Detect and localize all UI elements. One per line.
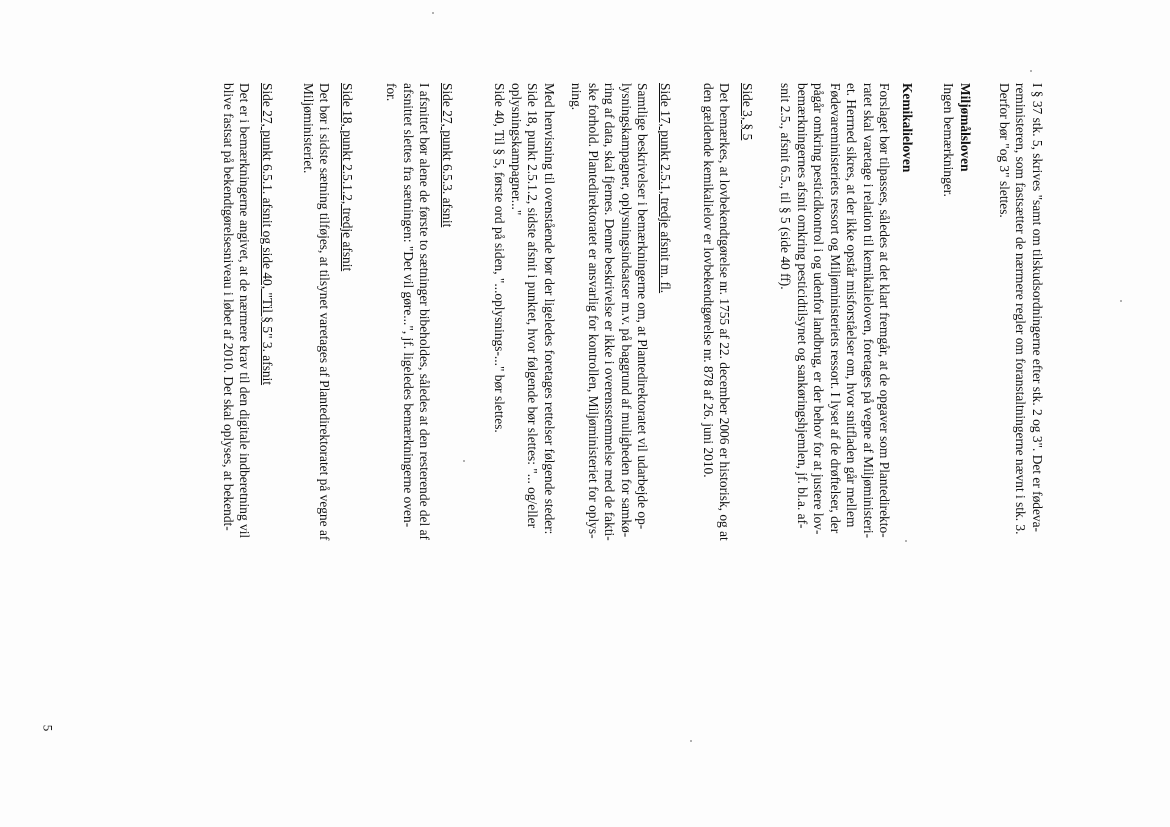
- text-line: den gældende kemikalielov er lovbekendtgørelse nr. 878 af 26. juni 2010.: [701, 83, 716, 478]
- section-side-27: [383, 83, 455, 743]
- text-line: Side 18, punkt 2.5.1.2, sidste afsnit i punktet, hvor følgende bør slettes: "... og/eller: [525, 83, 541, 529]
- scan-speck: [905, 540, 907, 542]
- section-heading: Side 27, punkt 6.5.1. afsnit og side 40, "Til § 5" 3. afsnit: [260, 83, 275, 386]
- text-line: ske forhold. Plantedirektoratet er ansvarlig for kontrollen, Miljøministeriet for oplys-: [586, 83, 601, 539]
- scan-speck: [690, 740, 692, 742]
- text-line: oplysningskampagner...": [509, 83, 524, 216]
- text-line: pågår omkring pesticidkontrol i og udenfor landbrug, er der behov for at justere lov-: [811, 83, 827, 535]
- text-line: snit 2.5., afsnit 6.5., til § 5 (side 40 ff).: [778, 83, 794, 290]
- text-line: Forslaget bør tilpasses, således at det klart fremgår, at de opgaver som Plantedirekto-: [877, 83, 893, 538]
- text-line: Derfor bør "og 3" slettes.: [997, 83, 1012, 218]
- section-side-18: [300, 83, 356, 743]
- scan-speck: [432, 12, 434, 14]
- document-body: [85, 83, 1085, 743]
- text-line: Fødevareministeriets ressort og Miljøministeriets ressort. I lyset af de drøftelser, der: [828, 83, 843, 534]
- text-line: afsnittet slettes fra sætningen: "Det vil gøre...", jf. ligeledes bemærkningerne oven-: [401, 83, 416, 528]
- text-line: blive fastsat på bekendtgørelsesniveau i løbet af 2010. Det skal oplyses, at bekendt-: [221, 83, 236, 531]
- text-line: I § 37 stk. 5, skrives "samt om tilskudsordningerne efter stk. 2 og 3". Det er fødeva-: [1030, 83, 1045, 533]
- section-heading: Side 3, § 5: [740, 83, 755, 141]
- section-side-17: [568, 83, 673, 743]
- section-heading: Side 18, punkt 2.5.1.2, tredje afsnit: [340, 83, 355, 272]
- text-line: reministeren, som fastsætter de nærmere regler om foranstaltningerne nævnt i stk. 3.: [1013, 83, 1029, 535]
- section-heading: Miljømålsloven: [958, 83, 973, 172]
- text-line: Det er i bemærkningerne angivet, at de nærmere krav til den digitale indberetning vil: [237, 83, 253, 539]
- section-heading: Kemikalieloven: [900, 83, 915, 173]
- paragraph-section-37: [996, 83, 1046, 743]
- scan-speck: [1030, 70, 1032, 72]
- text-line: et. Herrned sikres, at der ikke opstår misforståelser om, hvor snitfladen går mellem: [844, 83, 860, 528]
- text-line: bemærkningernes afsnit omkring pesticidtilsynet og sankøringshjemlen, jf. bl.a. af-: [795, 83, 810, 529]
- section-kemikalieloven: [777, 83, 915, 743]
- scan-speck: [1120, 300, 1122, 302]
- section-side-3: [700, 83, 756, 743]
- text-line: ratet skal varetage i relation til kemikalieloven, foretages på vegne af Miljøministeri-: [861, 83, 876, 539]
- text-line: for.: [384, 83, 400, 102]
- text-line: ning.: [569, 83, 585, 111]
- scan-speck: [463, 460, 465, 462]
- text-line: Samtlige beskrivelser i bemærkningerne om, at Plantedirektoratet vil udarbejde op-: [635, 83, 651, 530]
- page-number: 5: [40, 724, 56, 732]
- text-line: Miljøministeriet.: [301, 83, 316, 174]
- text-line: Det bør i sidste sætning tilføjes, at tilsynet varetages af Plantedirektoratet på vegne af: [317, 83, 333, 541]
- text-line: Det bemærkes, at lovbekendtgørelse nr. 1755 af 22. december 2006 er historisk, og at: [717, 83, 733, 541]
- text-line: I afsnittet bør alene de første to sætninger bibeholdes, således at den resterende del af: [417, 83, 433, 540]
- section-references: [491, 83, 557, 743]
- text-line: Med henvisning til ovenstående bør der ligeledes foretages rettelser følgende steder:: [542, 83, 557, 535]
- text-line: lysningskampagner, oplysningsindsatser m.v. på baggrund af muligheden for samkø-: [619, 83, 634, 538]
- section-miljomalsloven: [940, 83, 973, 743]
- text-line: Ingen bemærkninger.: [941, 83, 957, 197]
- section-side-27-b: [220, 83, 276, 743]
- text-line: Side 40, Til § 5, første ord på siden, "...oplysnings-..." bør slettes.: [492, 83, 508, 433]
- text-line: ring af data, skal fjernes. Denne beskrivelse er ikke i overensstemmelse med de fakti-: [602, 83, 618, 541]
- section-heading: Side 27, punkt 6.5.3. afsnit: [440, 83, 455, 228]
- section-heading: Side 17, punkt 2.5.1, tredje afsnit m. fl.: [658, 83, 673, 294]
